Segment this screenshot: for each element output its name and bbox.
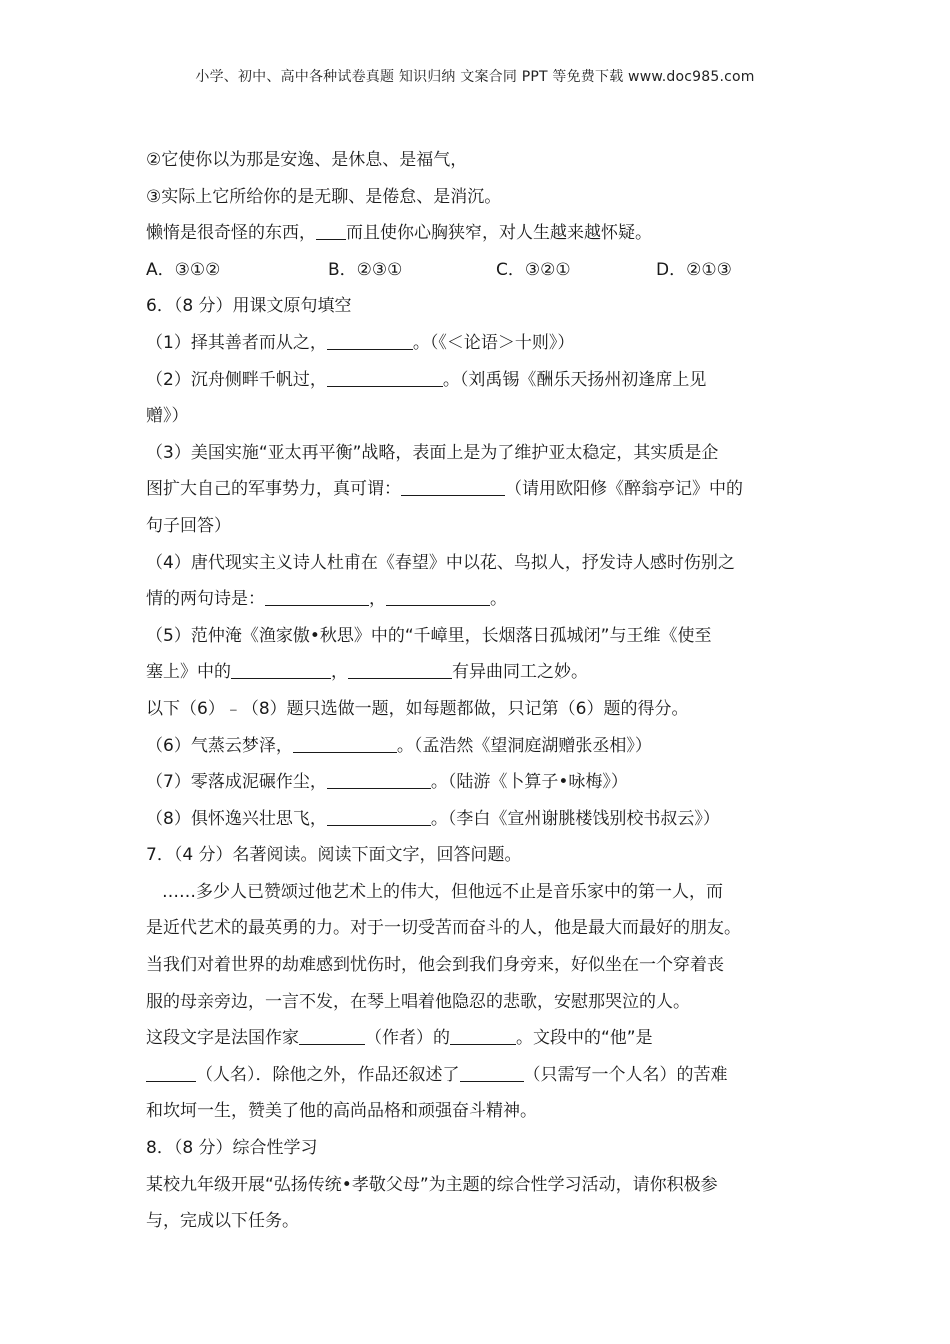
q6-sub-8: （8）俱怀逸兴壮思飞， 。（李白《宣州谢朓楼饯别校书叔云》） (146, 808, 720, 829)
answer-blank (401, 477, 505, 496)
q5-item-2: ②它使你以为那是安逸、是休息、是福气， (146, 150, 468, 170)
q7-passage-1: ……多少人已赞颂过他艺术上的伟大，但他远不止是音乐家中的第一人，而 (162, 881, 723, 902)
option-d: D．②①③ (656, 259, 732, 280)
q6-sub-5-cont: 塞上》中的 ， 有异曲同工之妙。 (146, 662, 588, 683)
answer-blank (348, 660, 452, 679)
q6-sub-5: （5）范仲淹《渔家傲•秋思》中的“千嶂里，长烟落日孤城闭”与王维《使至 (146, 625, 712, 646)
answer-blank (327, 331, 413, 350)
answer-blank (327, 807, 431, 826)
answer-blank (460, 1063, 524, 1082)
answer-blank (327, 368, 443, 387)
answer-blank (327, 770, 431, 789)
answer-blank (450, 1026, 516, 1045)
q7-passage-3: 当我们对着世界的劫难感到忧伤时，他会到我们身旁来，好似坐在一个穿着丧 (146, 955, 724, 976)
answer-blank (293, 734, 397, 753)
q7-question-2: （人名）．除他之外，作品还叙述了 （只需写一个人名）的苦难 (146, 1057, 816, 1094)
option-a: A．③①② (146, 259, 221, 280)
q6-sub-3-end: 句子回答） (146, 515, 231, 536)
exam-content (146, 142, 816, 1240)
q7-question-1: 这段文字是法国作家 （作者）的 。文段中的“他”是 (146, 1028, 653, 1049)
q6-sub-3: （3）美国实施“亚太再平衡”战略，表面上是为了维护亚太稳定，其实质是企 (146, 442, 719, 463)
q6-sub-1: （1）择其善者而从之， 。（《＜论语＞十则》） (146, 332, 575, 353)
q7-question-3: 和坎坷一生，赞美了他的高尚品格和顽强奋斗精神。 (146, 1101, 537, 1122)
q6-sub-4: （4）唐代现实主义诗人杜甫在《春望》中以花、鸟拟人，抒发诗人感时伤别之 (146, 552, 735, 573)
q7-title: 7．（4 分）名著阅读。阅读下面文字，回答问题。 (146, 845, 522, 866)
q6-sub-7: （7）零落成泥碾作尘， 。（陆游《卜算子•咏梅》） (146, 772, 628, 793)
page-header: 小学、初中、高中各种试卷真题 知识归纳 文案合同 PPT 等免费下载 www.doc985.com (195, 69, 755, 85)
q6-sub-3-cont: 图扩大自己的军事势力，真可谓： （请用欧阳修《醉翁亭记》中的 (146, 479, 743, 500)
answer-blank (265, 587, 369, 606)
option-b: B．②③① (328, 259, 403, 280)
answer-blank (386, 587, 490, 606)
q6-sub-4-cont: 情的两句诗是： ， 。 (146, 589, 507, 610)
q6-sub-6: （6）气蒸云梦泽， 。（孟浩然《望洞庭湖赠张丞相》） (146, 735, 652, 756)
q5-options (146, 252, 816, 289)
answer-blank (231, 660, 331, 679)
q7-passage-2: 是近代艺术的最英勇的力。对于一切受苦而奋斗的人，他是最大而最好的朋友。 (146, 918, 741, 939)
q5-stem: 懒惰是很奇怪的东西， 而且使你心胸狭窄，对人生越来越怀疑。 (146, 223, 652, 244)
q8-title: 8．（8 分）综合性学习 (146, 1138, 318, 1159)
q6-sub-2: （2）沉舟侧畔千帆过， 。（刘禹锡《酬乐天扬州初逢席上见 (146, 369, 707, 390)
q8-para-1: 某校九年级开展“弘扬传统•孝敬父母”为主题的综合性学习活动，请你积极参 (146, 1174, 718, 1195)
answer-blank (299, 1026, 365, 1045)
q6-title: 6．（8 分）用课文原句填空 (146, 296, 352, 317)
answer-blank (146, 1063, 196, 1082)
answer-blank (316, 221, 346, 240)
q6-sub-2-cont: 赠》） (146, 406, 189, 427)
q5-item-3: ③实际上它所给你的是无聊、是倦怠、是消沉。 (146, 186, 502, 207)
q8-para-2: 与，完成以下任务。 (146, 1211, 299, 1232)
option-c: C．③②① (496, 259, 571, 280)
q6-note: 以下（6）﹣（8）题只选做一题，如每题都做，只记第（6）题的得分。 (146, 698, 689, 719)
q7-passage-4: 服的母亲旁边，一言不发，在琴上唱着他隐忍的悲歌，安慰那哭泣的人。 (146, 991, 690, 1012)
